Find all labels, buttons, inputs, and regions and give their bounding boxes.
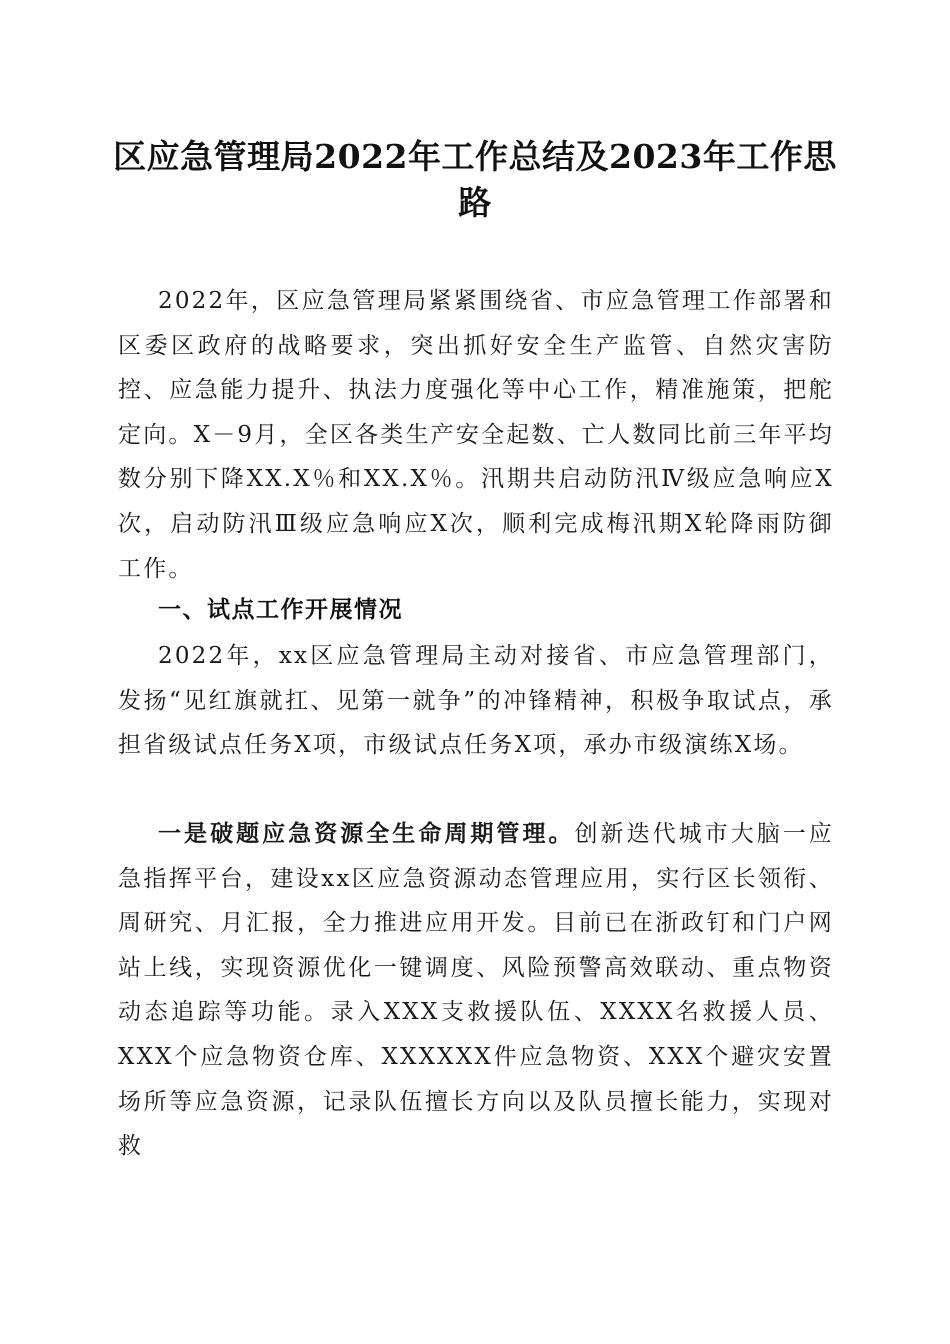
item-1-lead: 一是破题应急资源全生命周期管理。	[158, 820, 575, 847]
section-1-item-1-paragraph	[118, 812, 834, 1169]
item-1-text: 创新迭代城市大脑一应急指挥平台，建设xx区应急资源动态管理应用，实行区长领衔、周研究、月汇报，全力推进应用开发。目前已在浙政钉和门户网站上线，实现资源优化一键调度、风险预警高效联动、重点物资动态追踪等功能。录入XXX支救援队伍、XXXX名救援人员、XXX个应急物资仓库、XXXXXX件应急物资、XXX个避灾安置场所等应急资源，记录队伍擅长方向以及队员擅长能力，实现对救	[118, 821, 835, 1160]
section-1-heading: 一、试点工作开展情况	[158, 597, 403, 623]
section-1-paragraph: 2022年，xx区应急管理局主动对接省、市应急管理部门，发扬“见红旗就扛、见第一就争”的冲锋精神，积极争取试点，承担省级试点任务X项，市级试点任务X项，承办市级演练X场。	[118, 643, 834, 759]
document-title: 区应急管理局2022年工作总结及2023年工作思路	[113, 137, 837, 222]
intro-paragraph: 2022年，区应急管理局紧紧围绕省、市应急管理工作部署和区委区政府的战略要求，突出抓好安全生产监管、自然灾害防控、应急能力提升、执法力度强化等中心工作，精准施策，把舵定向。X－9月，全区各类生产安全起数、亡人数同比前三年平均数分别下降XX.X％和XX.X％。汛期共启动防汛Ⅳ级应急响应X次，启动防汛Ⅲ级应急响应X次，顺利完成梅汛期X轮降雨防御工作。	[118, 288, 834, 582]
